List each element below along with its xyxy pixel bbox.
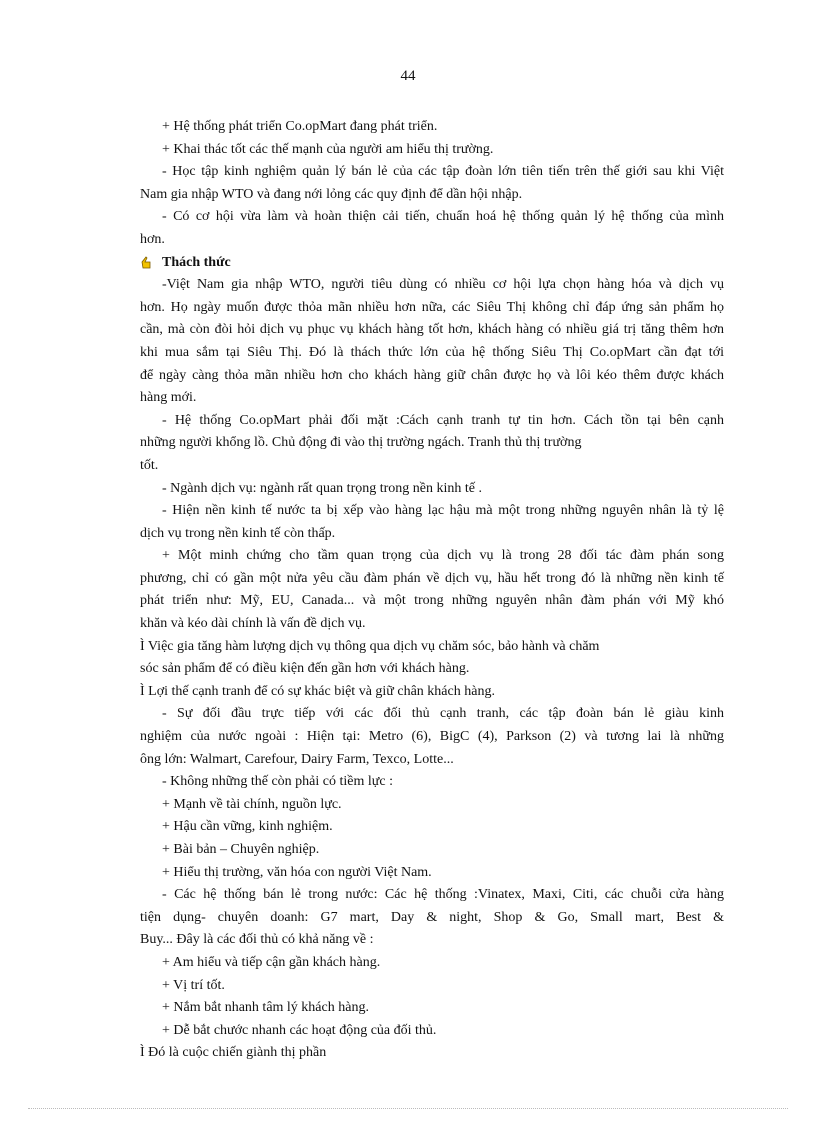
text-line: Ì Đó là cuộc chiến giành thị phần [140, 1045, 327, 1061]
text-line: nghiệm của nước ngoài : Hiện tại: Metro (6), BigC (4), Parkson (2) và tương lai là những [140, 729, 724, 745]
text-line: -Việt Nam gia nhập WTO, người tiêu dùng có nhiều cơ hội lựa chọn hàng hóa và dịch vụ [162, 277, 724, 293]
text-line: + Hệ thống phát triển Co.opMart đang phát triển. [162, 119, 438, 134]
text-line: - Hệ thống Co.opMart phải đối mặt :Cách cạnh tranh tự tin hơn. Cách tồn tại bên cạnh [162, 412, 724, 428]
text-line: + Dễ bắt chước nhanh các hoạt động của đối thủ. [162, 1022, 437, 1038]
text-line: + Vị trí tốt. [162, 977, 225, 993]
text-line: khi mua sắm tại Siêu Thị. Đó là thách thức lớn của hệ thống Siêu Thị Co.opMart cần đạt tới [140, 344, 724, 360]
text-line: Nam gia nhập WTO và đang nới lỏng các quy định để dần hội nhập. [140, 186, 523, 202]
text-line: để ngày càng thỏa mãn nhiều hơn cho khách hàng giữ chân được họ và lôi kéo thêm được khách [140, 367, 724, 383]
section-heading [140, 252, 724, 275]
text-line: cần, mà còn đòi hỏi dịch vụ phục vụ khách hàng tốt hơn, khách hàng có nhiều giá trị tăng thêm hơn [140, 322, 724, 338]
text-line: Buy... Đây là các đối thủ có khả năng về : [140, 932, 374, 948]
page-number: 44 [400, 68, 416, 84]
text-line: Ì Việc gia tăng hàm lượng dịch vụ thông qua dịch vụ chăm sóc, bảo hành và chăm [140, 638, 600, 654]
text-line: hơn. [140, 231, 165, 247]
text-line: sóc sản phẩm để có điều kiện đến gần hơn với khách hàng. [140, 661, 470, 677]
text-line: - Không những thế còn phải có tiềm lực : [162, 774, 393, 790]
text-line: + Bài bản – Chuyên nghiệp. [162, 842, 320, 857]
text-line: - Hiện nền kinh tế nước ta bị xếp vào hàng lạc hậu mà một trong những nguyên nhân là tỷ lệ [162, 503, 724, 519]
text-line: + Hiểu thị trường, văn hóa con người Việt Nam. [162, 864, 432, 880]
text-line: + Am hiểu và tiếp cận gần khách hàng. [162, 954, 381, 970]
text-line: ông lớn: Walmart, Carefour, Dairy Farm, Texco, Lotte... [140, 751, 454, 767]
text-line: tốt. [140, 457, 159, 473]
hand-pointer-icon [140, 256, 152, 270]
text-line: - Ngành dịch vụ: ngành rất quan trọng trong nền kinh tế . [162, 480, 482, 496]
text-line: - Sự đối đầu trực tiếp với các đối thủ cạnh tranh, các tập đoàn bán lẻ giàu kinh [162, 706, 724, 722]
text-line: dịch vụ trong nền kinh tế còn thấp. [140, 525, 336, 541]
text-line: tiện dụng- chuyên doanh: G7 mart, Day & night, Shop & Go, Small mart, Best & [140, 909, 724, 925]
text-line: hàng mới. [140, 390, 197, 406]
text-line: + Khai thác tốt các thế mạnh của người am hiểu thị trường. [162, 141, 494, 157]
text-line: khăn và kéo dài chính là vấn đề dịch vụ. [140, 616, 366, 632]
text-line: - Học tập kinh nghiệm quản lý bán lẻ của các tập đoàn lớn tiên tiến trên thế giới sau khi Việt [162, 164, 724, 180]
text-line: phát triển như: Mỹ, EU, Canada... và một trong những nguyên nhân đàm phán với Mỹ khó [140, 593, 724, 609]
text-line: - Các hệ thống bán lẻ trong nước: Các hệ thống :Vinatex, Maxi, Citi, các chuỗi cửa hàng [162, 887, 724, 903]
section-heading-text: Thách thức [162, 254, 231, 270]
text-line: Ì Lợi thế cạnh tranh để có sự khác biệt và giữ chân khách hàng. [140, 683, 495, 699]
text-line: + Hậu cần vững, kinh nghiệm. [162, 819, 333, 835]
page-bottom-divider [28, 1108, 788, 1109]
text-line: + Mạnh về tài chính, nguồn lực. [162, 796, 342, 812]
text-line: + Nắm bắt nhanh tâm lý khách hàng. [162, 1000, 369, 1016]
document-body [140, 116, 724, 1065]
text-line: những người khổng lồ. Chủ động đi vào thị trường ngách. Tranh thủ thị trường [140, 435, 582, 451]
text-line: phương, chỉ có gần một nửa yêu cầu đàm phán về dịch vụ, hầu hết trong đó là những nền kinh tế [140, 570, 724, 586]
text-line: - Có cơ hội vừa làm và hoàn thiện cải tiến, chuẩn hoá hệ thống quản lý hệ thống của mình [162, 209, 724, 225]
text-line: hơn. Họ ngày muốn được thỏa mãn nhiều hơn nữa, các Siêu Thị không chỉ đáp ứng sản phẩm họ [140, 299, 724, 315]
text-line: + Một minh chứng cho tầm quan trọng của dịch vụ là trong 28 đối tác đàm phán song [162, 548, 724, 564]
